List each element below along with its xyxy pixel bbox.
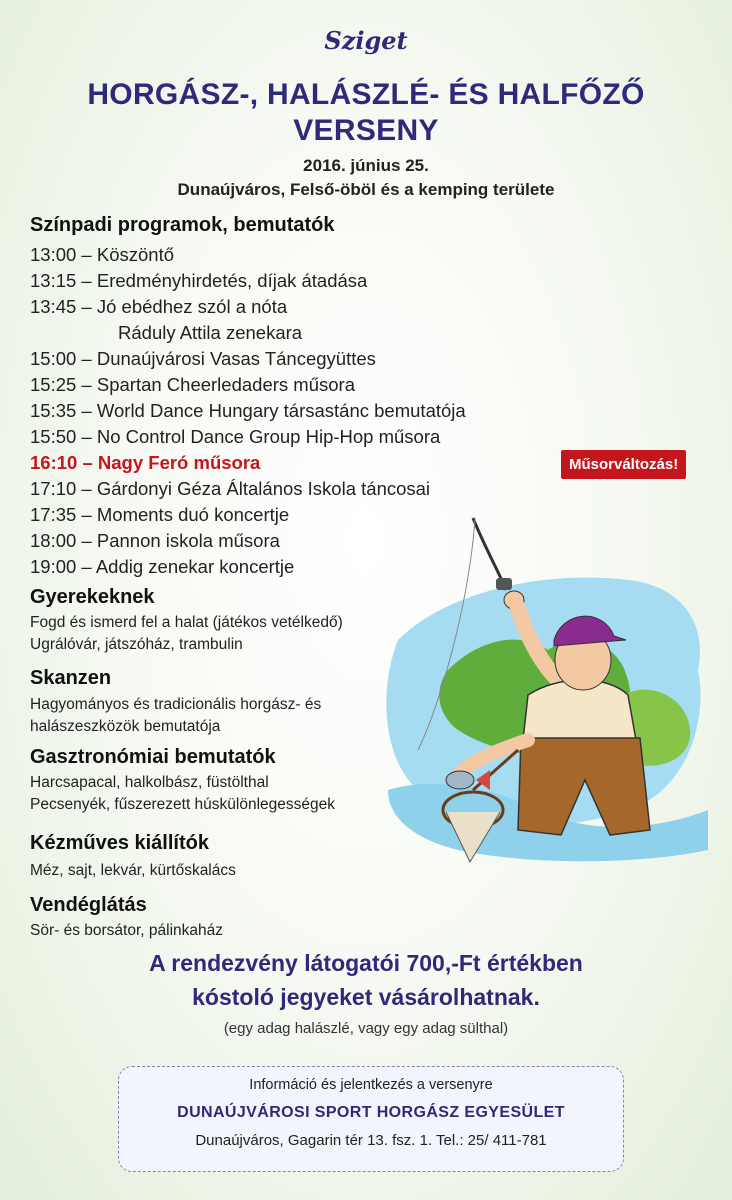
page-title-line2: VERSENY xyxy=(293,114,439,147)
skanzen-heading: Skanzen xyxy=(30,667,112,689)
info-line: Információ és jelentkezés a versenyre xyxy=(249,1077,493,1093)
info-box xyxy=(118,1066,624,1172)
page-title: HORGÁSZ-, HALÁSZLÉ- ÉS HALFŐZŐ xyxy=(87,78,645,111)
gastro-line: Pecsenyék, fűszerezett húskülönlegességek xyxy=(30,796,336,813)
hospitality-line: Sör- és borsátor, pálinkaház xyxy=(30,922,223,939)
fish-shape xyxy=(446,771,474,789)
fisherman-illustration xyxy=(378,490,718,870)
gastro-text xyxy=(30,772,335,816)
program-item: 13:15 – Eredményhirdetés, díjak átadása xyxy=(30,270,368,291)
crafts-heading: Kézműves kiállítók xyxy=(30,832,209,854)
kids-line: Fogd és ismerd fel a halat (játékos vetélkedő) xyxy=(30,614,343,631)
program-item: 15:00 – Dunaújvárosi Vasas Táncegyüttes xyxy=(30,348,376,369)
program-item: 15:35 – World Dance Hungary társastánc bemutatója xyxy=(30,400,466,421)
hospitality-heading: Vendéglátás xyxy=(30,894,147,916)
kids-line: Ugrálóvár, játszóház, trambulin xyxy=(30,636,243,653)
reel-shape xyxy=(496,578,512,590)
skanzen-line: Hagyományos és tradicionális horgász- és xyxy=(30,696,322,713)
organizer-address: Dunaújváros, Gagarin tér 13. fsz. 1. Tel.: 25/ 411-781 xyxy=(195,1132,547,1149)
brand-title: Sziget xyxy=(324,26,408,55)
promo-line2: kóstoló jegyeket vásárolhatnak. xyxy=(192,984,540,1010)
organizer-name: DUNAÚJVÁROSI SPORT HORGÁSZ EGYESÜLET xyxy=(177,1104,565,1121)
program-item: 15:50 – No Control Dance Group Hip-Hop műsora xyxy=(30,426,441,447)
program-item: 19:00 – Addig zenekar koncertje xyxy=(30,556,295,577)
event-date: 2016. június 25. xyxy=(303,156,429,175)
crafts-text xyxy=(30,860,236,882)
kids-text xyxy=(30,612,343,656)
promo-line1: A rendezvény látogatói 700,-Ft értékben xyxy=(149,950,583,976)
program-item: 17:35 – Moments duó koncertje xyxy=(30,504,290,525)
program-item-highlighted: 16:10 – Nagy Feró műsora xyxy=(30,452,261,473)
crafts-line: Méz, sajt, lekvár, kürtőskalács xyxy=(30,862,236,879)
kids-heading: Gyerekeknek xyxy=(30,586,155,608)
hospitality-text xyxy=(30,920,223,942)
skanzen-text xyxy=(30,694,321,738)
gastro-heading: Gasztronómiai bemutatók xyxy=(30,746,276,768)
program-item-continuation: Ráduly Attila zenekara xyxy=(118,322,303,343)
program-item: 18:00 – Pannon iskola műsora xyxy=(30,530,280,551)
program-item: 13:45 – Jó ebédhez szól a nóta xyxy=(30,296,288,317)
skanzen-line: halászeszközök bemutatója xyxy=(30,718,221,735)
program-item: 17:10 – Gárdonyi Géza Általános Iskola táncosai xyxy=(30,478,431,499)
program-change-badge: Műsorváltozás! xyxy=(561,450,686,479)
program-item: 15:25 – Spartan Cheerledaders műsora xyxy=(30,374,355,395)
program-item: 13:00 – Köszöntő xyxy=(30,244,174,265)
stage-heading: Színpadi programok, bemutatók xyxy=(30,214,335,236)
gastro-line: Harcsapacal, halkolbász, füstölthal xyxy=(30,774,269,791)
promo-note: (egy adag halászlé, vagy egy adag sülthal) xyxy=(223,1020,509,1037)
event-location: Dunaújváros, Felső-öböl és a kemping területe xyxy=(177,180,555,199)
